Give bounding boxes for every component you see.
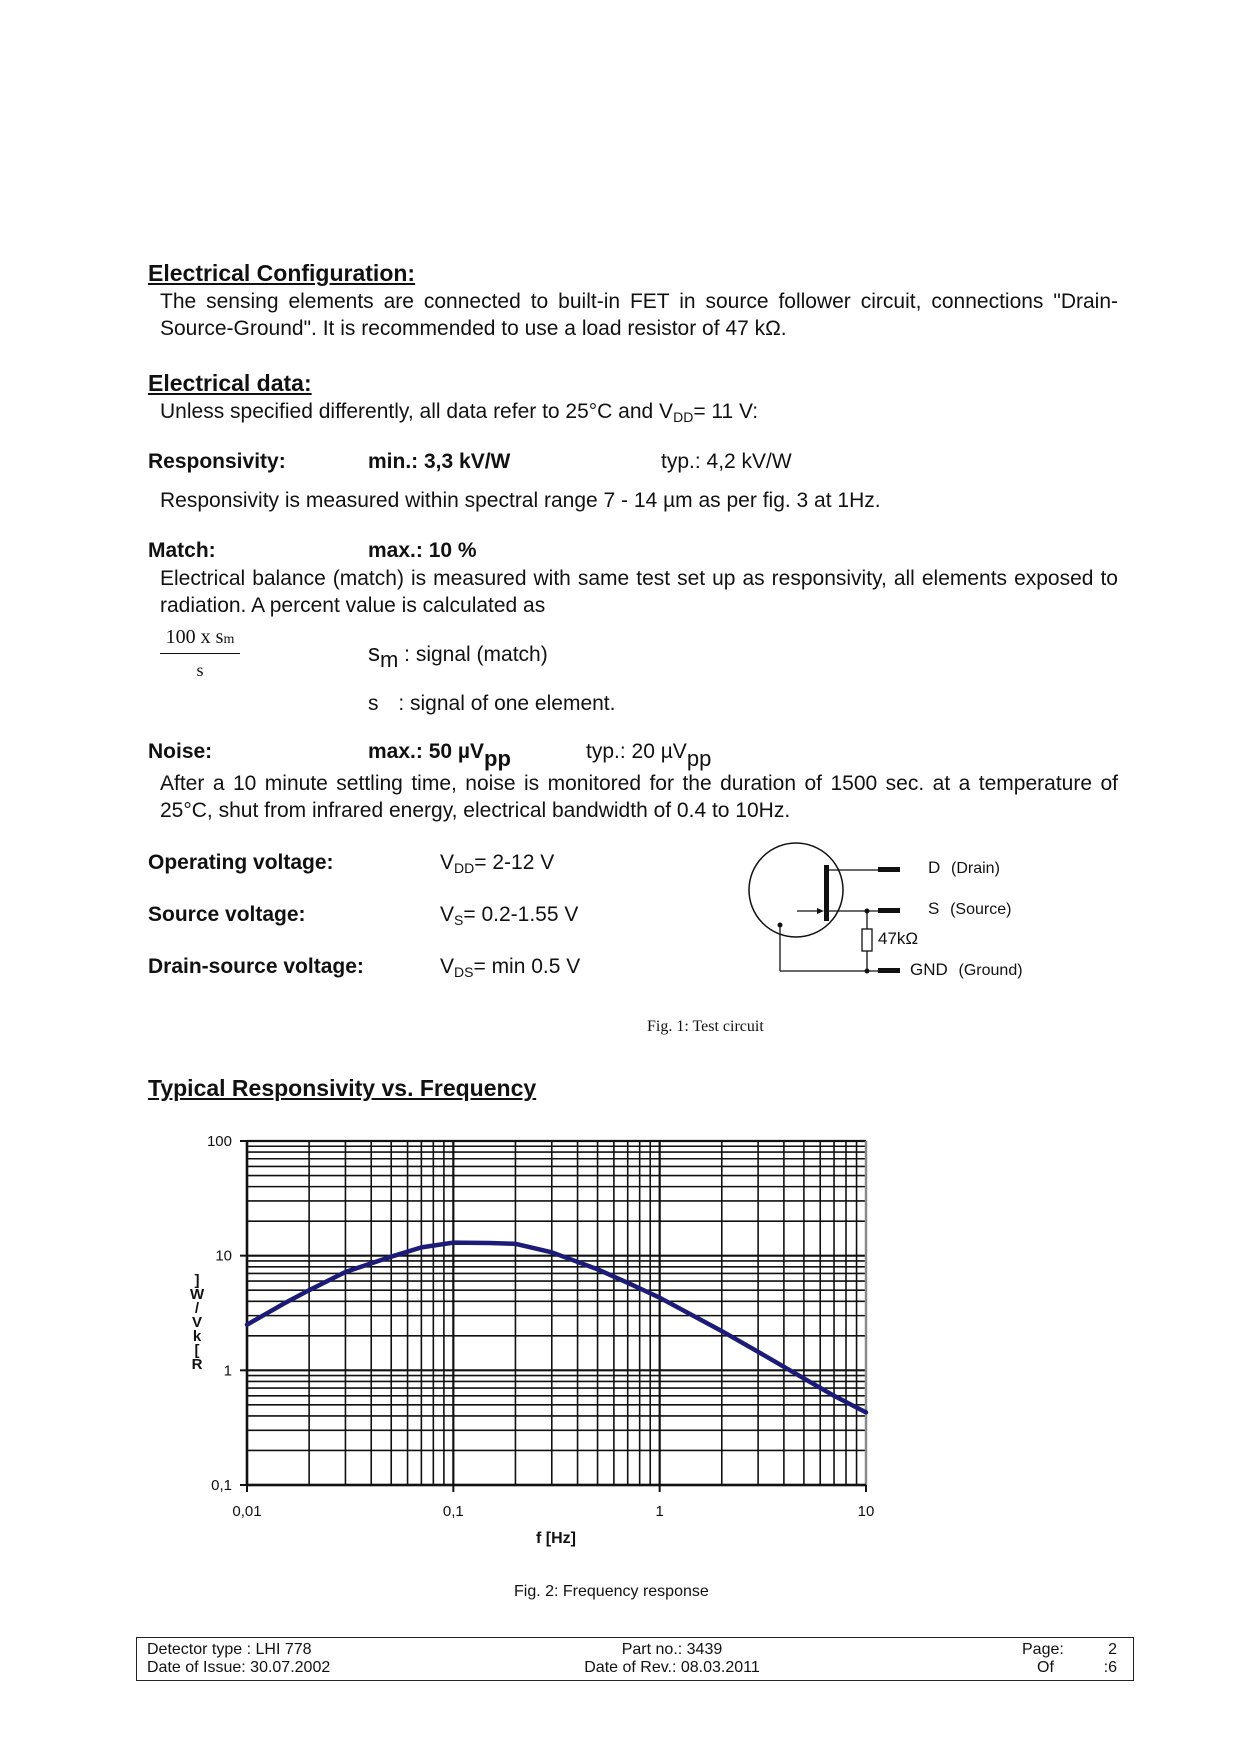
- noise-label: Noise:: [148, 740, 213, 763]
- noise-typ-sub: pp: [686, 746, 712, 771]
- chart-ylabel-char: V: [191, 1314, 202, 1331]
- noise-max-sub: pp: [484, 746, 511, 771]
- footer-of-number: :6: [1103, 1659, 1117, 1676]
- x-tick-label: 0,1: [442, 1503, 464, 1520]
- y-tick-label: 0,1: [211, 1477, 232, 1494]
- sm-symbol: s: [368, 640, 380, 667]
- x-tick-label: 1: [655, 1503, 664, 1520]
- y-tick-label: 1: [223, 1362, 232, 1380]
- noise-typ-prefix: typ.: 20 µV: [586, 740, 687, 763]
- responsivity-text: Responsivity is measured within spectral range 7 - 14 µm as per fig. 3 at 1Hz.: [160, 489, 881, 512]
- chart-ylabel-char: k: [192, 1328, 202, 1345]
- vs-value: = 0.2-1.55 V: [463, 903, 579, 926]
- chart-ylabel-char: [: [194, 1342, 200, 1359]
- y-tick-label: 100: [206, 1133, 232, 1150]
- chart-axes: [240, 1141, 866, 1492]
- responsivity-label: Responsivity:: [148, 450, 286, 473]
- footer-part-no: Part no.: 3439: [621, 1641, 723, 1658]
- intro-suffix: = 11 V:: [693, 400, 759, 423]
- electrical-data-heading: Electrical data:: [148, 370, 312, 396]
- vdd-sym: V: [440, 851, 455, 874]
- noise-text: After a 10 minute settling time, noise is monitored for the duration of 1500 sec. at a temperature of 25°C, shut from infrared energy, electrical bandwidth of 0.4 to 10Hz.: [160, 772, 1118, 822]
- series-line-responsivity: [247, 1243, 866, 1413]
- match-text: Electrical balance (match) is measured with same test set up as responsivity, all elements exposed to radiation. A percent value is calculated as: [160, 567, 1118, 617]
- formula-denominator: s: [196, 660, 204, 680]
- footer-date-of-rev: Date of Rev.: 08.03.2011: [584, 1659, 760, 1676]
- vdd-sub: DD: [454, 860, 475, 876]
- source-pin-desc: (Source): [950, 901, 1012, 918]
- footer-page-number: 2: [1108, 1641, 1117, 1658]
- footer-date-of-issue: Date of Issue: 30.07.2002: [147, 1659, 331, 1676]
- chart-tick-labels: [207, 1133, 874, 1520]
- source-voltage-label: Source voltage:: [148, 903, 306, 926]
- match-max: max.: 10 %: [368, 539, 477, 562]
- intro-sub: DD: [673, 409, 694, 425]
- electrical-configuration-heading: Electrical Configuration:: [148, 260, 416, 286]
- vds-sub: DS: [454, 964, 474, 980]
- footer-detector-type: Detector type : LHI 778: [147, 1641, 312, 1658]
- fig2-caption: Fig. 2: Frequency response: [514, 1583, 709, 1600]
- formula-numerator-text: 100 x s: [165, 626, 224, 648]
- s-symbol: s: [368, 692, 379, 715]
- source-pin-letter: S: [928, 899, 940, 918]
- vs-sub: S: [454, 912, 464, 928]
- responsivity-min: min.: 3,3 kV/W: [368, 450, 511, 473]
- drain-pin-desc: (Drain): [951, 860, 1000, 877]
- drain-pin-letter: D: [928, 858, 941, 877]
- footer-page-label: Page:: [1022, 1641, 1064, 1658]
- vdd-value: = 2-12 V: [474, 851, 555, 874]
- chart-series: [247, 1243, 866, 1413]
- document-footer: [136, 1637, 1134, 1681]
- chart-heading: Typical Responsivity vs. Frequency: [148, 1075, 537, 1101]
- chart-ylabel: [190, 1274, 204, 1372]
- chart-ylabel-char: W: [190, 1286, 205, 1303]
- fig1-caption: Fig. 1: Test circuit: [647, 1018, 764, 1035]
- drain-source-voltage-label: Drain-source voltage:: [148, 955, 364, 978]
- match-label: Match:: [148, 539, 216, 562]
- x-tick-label: 10: [857, 1503, 875, 1520]
- noise-max-prefix: max.: 50 µV: [368, 740, 484, 763]
- footer-of-label: Of: [1037, 1659, 1054, 1676]
- ground-pin-desc: (Ground): [958, 962, 1023, 979]
- vds-value: = min 0.5 V: [473, 955, 581, 978]
- vds-sym: V: [440, 955, 455, 978]
- sm-text: : signal (match): [404, 643, 548, 666]
- responsivity-typ: typ.: 4,2 kV/W: [661, 450, 792, 473]
- electrical-configuration-text: The sensing elements are connected to built-in FET in source follower circuit, connections "Drain-Source-Ground". It is recommended to use a load resistor of 47 kΩ.: [160, 290, 1118, 340]
- operating-voltage-label: Operating voltage:: [148, 851, 334, 874]
- chart-ylabel-char: /: [194, 1300, 200, 1317]
- chart-ylabel-char: ]: [194, 1272, 200, 1289]
- resistor-label: 47kΩ: [878, 929, 919, 948]
- ground-pin-text: GND: [910, 960, 948, 979]
- formula-numerator-sub: m: [223, 632, 235, 647]
- y-tick-label: 10: [215, 1247, 232, 1265]
- chart-grid: [247, 1141, 866, 1485]
- vs-sym: V: [440, 903, 455, 926]
- intro-prefix: Unless specified differently, all data refer to 25°C and V: [160, 400, 674, 423]
- sm-sub: m: [380, 647, 399, 672]
- chart-xlabel: f [Hz]: [536, 1530, 576, 1547]
- s-text: : signal of one element.: [398, 692, 616, 715]
- x-tick-label: 0,01: [232, 1503, 262, 1520]
- chart-ylabel-char: R: [191, 1356, 203, 1373]
